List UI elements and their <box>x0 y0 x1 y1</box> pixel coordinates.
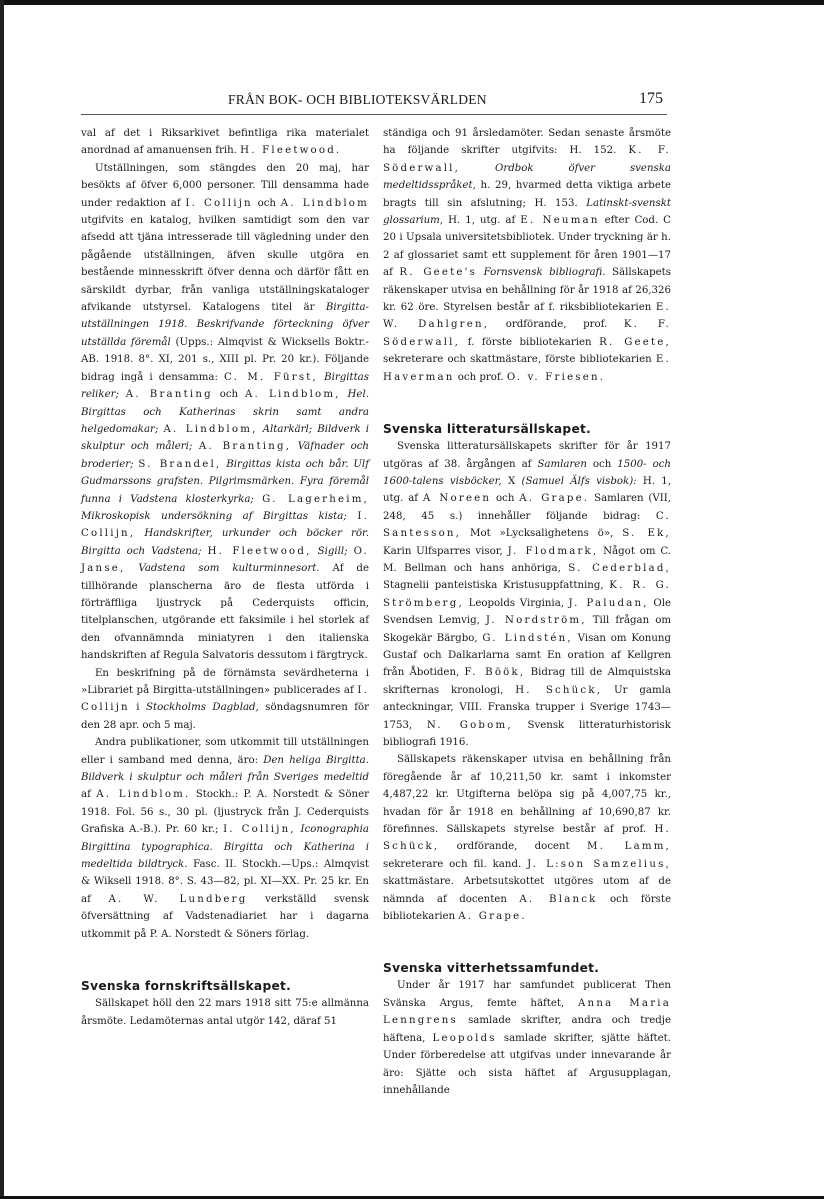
paragraph: En beskrifning på de förnämsta sevärdheterna i »Librariet på Birgitta-utställningen» publicerades af I. Collijn i Stockholms Dagblad, söndagsnumren för den 28 apr. och 5 maj. <box>81 667 370 731</box>
page-number: 175 <box>639 90 663 107</box>
paragraph: Under år 1917 har samfundet publicerat Then Svänska Argus, femte häftet, Anna Maria Lenngrens samlade skrifter, andra och tredje häftena, Leopolds samlade skrifter, sjätte häftet. Under förberedelse att utgifvas under innevarande år äro: Sjätte och sista häftet af Argusupplagan, innehållande <box>383 980 671 1096</box>
person-name: C. M. Fürst, <box>224 371 318 383</box>
section-heading-fornskriftsallskapet: Svenska fornskriftsällskapet. <box>81 979 292 994</box>
scan-left-border <box>0 0 4 1199</box>
paragraph: Sällskapet höll den 22 mars 1918 sitt 75:e allmänna årsmöte. Ledamöternas antal utgör 142, däraf 51 <box>81 998 369 1027</box>
person-name: A. Lindblom, <box>244 389 341 401</box>
scan-top-border <box>0 0 824 5</box>
section-heading-litteratursallskapet: Svenska litteratursällskapet. <box>383 422 592 437</box>
person-name: I. Collijn <box>185 197 253 209</box>
paragraph: Utställningen, som stängdes den 20 maj, har besökts af öfver 6,000 personer. Till densamma hade under redaktion af I. Collijn och A. Lindblom utgifvits en katalog, hvilken samtidigt som den var afsedd att tjäna intresserade till vägledning under den pågående utställningen, äfven skulle utgöra en bestående minnesskrift öfver denna och därför fått en särskildt dyrbar, från vanliga utställningskataloger afvikande utstyrsel. Katalogens titel är Birgitta-utställningen 1918. Beskrifvande förteckning öfver utställda föremål (Upps.: Almqvist & Wicksells Boktr.-AB. 1918. 8°. XI, 201 s., XIII pl. Pr. 20 kr.). Följande bidrag ingå i densamma: C. M. Fürst, Birgittas reliker; A. Branting och A. Lindblom, Hel. Birgittas och Katherinas skrin samt andra helgedomakar; A. Lindblom, Altarkärl; Bildverk i skulptur och måleri; A. Branting, Väfnader och broderier; S. Brandel, Birgittas kista och bår. Ulf Gudmarssons grafsten. Pilgrimsmärken. Fyra föremål funna i Vadstena klosterkyrka; G. Lagerheim, Mikroskopisk undersökning af Birgittas kista; I. Collijn, Handskrifter, urkunder och böcker rör. Birgitta och Vadstena; H. Fleetwood, Sigill; O. Janse, Vadstena som kulturminnesort. Af de tillhörande planscherna äro de flesta utförda i förträffliga ljustryck på Cederquists officin, titelplanschen, utgörande ett faksimile i hel storlek af den ofvannämnda miniatyren i den italienska handskriften af Regula Salvatoris dessutom i färgtryck. <box>81 162 369 662</box>
paragraph: ständiga och 91 årsledamöter. Sedan senaste årsmöte ha följande skrifter utgifvits: H. 152. K. F. Söderwall, Ordbok öfver svenska medeltidsspråket, h. 29, hvarmed detta viktiga arbete bragts till sin afslutning; H. 153. Latinskt-svenskt glossarium, H. 1, utg. af E. Neuman efter Cod. C 20 i Upsala universitetsbibliotek. Under tryckning är h. 2 af glossariet samt ett supplement för åren 1901—17 af R. Geete's Fornsvensk bibliografi. Sällskapets räkenskaper utvisa en behållning för år 1918 af 26,326 kr. 62 öre. Styrelsen består af f. riksbibliotekarien E. W. Dahlgren, ordförande, prof. K. F. Söderwall, f. förste bibliotekarien R. Geete, sekreterare och skattmästare, förste bibliotekarien E. Haverman och prof. O. v. Friesen. <box>383 128 671 383</box>
running-head: FRÅN BOK- OCH BIBLIOTEKSVÄRLDEN <box>228 92 487 107</box>
page-header <box>81 92 667 115</box>
person-name: H. Fleetwood <box>240 145 336 157</box>
right-column <box>383 125 671 1099</box>
paragraph: Svenska litteratursällskapets skrifter för år 1917 utgöras af 38. årgången af Samlaren och 1500- och 1600-talens visböcker, X (Samuel Älfs visbok): H. 1, utg. af A Noreen och A. Grape. Samlaren (VII, 248, 45 s.) innehåller följande bidrag: C. Santesson, Mot »Lycksalighetens ö», S. Ek, Karin Ulfsparres visor, J. Flodmark, Något om C. M. Bellman och hans anhöriga, S. Cederblad, Stagnelii panteistiska Kristusuppfattning, K. R. G. Strömberg, Leopolds Virginia, J. Paludan, Ole Svendsen Lemvig, J. Nordström, Till frågan om Skogekär Bärgbo, G. Lindstén, Visan om Konung Gustaf och Dalkarlarna samt En oration af Kellgren från Åbotiden, F. Böök, Bidrag till de Almquistska skrifternas kronologi, H. Schück, Ur gamla anteckningar, VIII. Franska trupper i Sverige 1743—1753, N. Gobom, Svensk litteraturhistorisk bibliografi 1916. <box>383 441 672 748</box>
paragraph: Sällskapets räkenskaper utvisa en behållning från föregående år af 10,211,50 kr. samt i inkomster 4,487,22 kr. Utgifterna belöpa sig på 4,007,75 kr., hvadan för år 1918 en behållning af 10,690,87 kr. förefinnes. Sällskapets styrelse består af prof. H. Schück, ordförande, docent M. Lamm, sekreterare och fil. kand. J. L:son Samzelius, skattmästare. Arbetsutskottet utgöres utom af de nämnda af docenten A. Blanck och förste bibliotekarien A. Grape. <box>383 754 671 923</box>
paragraph: val af det i Riksarkivet befintliga rika materialet anordnad af amanuensen frih. H. Fleetwood. <box>81 128 369 157</box>
section-heading-vitterhetssamfundet: Svenska vitterhetssamfundet. <box>383 961 600 976</box>
person-name: A. Lindblom <box>280 197 369 209</box>
title: Birgitta-utställningen 1918. Beskrifvande förteckning öfver utställda föremål <box>81 302 369 348</box>
person-name: A. Branting <box>125 389 213 401</box>
left-column <box>81 125 369 1030</box>
paragraph: Andra publikationer, som utkommit till utställningen eller i samband med denna, äro: Den heliga Birgitta. Bildverk i skulptur och måleri från Sveriges medeltid af A. Lindblom. Stockh.: P. A. Norstedt & Söner 1918. Fol. 56 s., 30 pl. (ljustryck från J. Cederquists Grafiska A.-B.). Pr. 60 kr.; I. Collijn, Iconographia Birgittina typographica. Birgitta och Katherina i medeltida bildtryck. Fasc. II. Stockh.—Ups.: Almqvist & Wiksell 1918. 8°. S. 43—82, pl. XI—XX. Pr. 25 kr. En af A. W. Lundberg verkställd svensk öfversättning af Vadstenadiariet har i dagarna utkommit på P. A. Norstedt & Söners förlag. <box>81 737 369 940</box>
